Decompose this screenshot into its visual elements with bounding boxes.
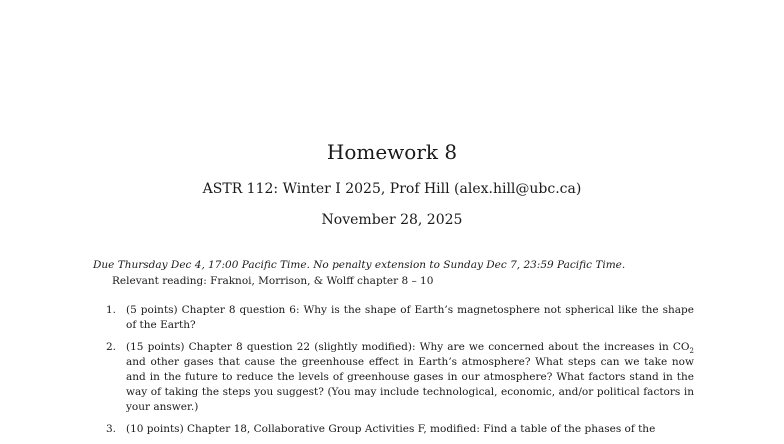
- course-info: ASTR 112: Winter I 2025, Prof Hill (alex.hill@ubc.ca): [202, 181, 582, 197]
- question-item: [104, 340, 694, 415]
- question-number: 3.: [106, 423, 117, 435]
- subscript-two: 2: [689, 347, 694, 356]
- question-text-prefix: (15 points) Chapter 8 question 22 (slightly modified): Why are we concerned about the increases in CO: [126, 341, 690, 353]
- question-number: 2.: [106, 341, 117, 353]
- question-item: [104, 422, 694, 437]
- question-item: [104, 303, 694, 333]
- question-list: [104, 303, 694, 444]
- document-date: November 28, 2025: [321, 212, 463, 228]
- question-text: (5 points) Chapter 8 question 6: Why is the shape of Earth’s magnetosphere not spherical like the shape of the Earth?: [126, 304, 694, 331]
- question-text-suffix: and other gases that cause the greenhouse effect in Earth’s atmosphere? What steps can we take now and in the future to reduce the levels of greenhouse gases in our atmosphere? What factors stand in the way of taking the steps you suggest? (You may include technological, economic, and/or political factors in your answer.): [126, 356, 694, 413]
- question-text: (10 points) Chapter 18, Collaborative Group Activities F, modified: Find a table of the phases of the: [126, 423, 656, 435]
- page-title: Homework 8: [326, 140, 458, 164]
- question-number: 1.: [106, 304, 117, 316]
- reading-note: Relevant reading: Fraknoi, Morrison, & Wolff chapter 8 – 10: [112, 275, 434, 287]
- due-date-note: Due Thursday Dec 4, 17:00 Pacific Time. No penalty extension to Sunday Dec 7, 23:59 Pacific Time.: [93, 259, 626, 271]
- question-text: [126, 341, 694, 413]
